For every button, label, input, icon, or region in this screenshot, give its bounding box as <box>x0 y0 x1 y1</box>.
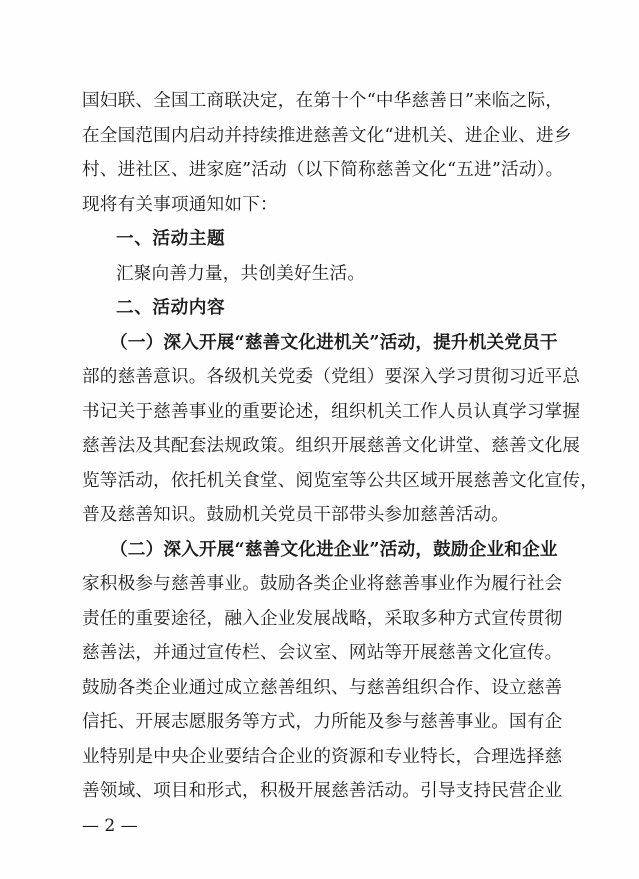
body-line: 善领域、项目和形式，积极开展慈善活动。引导支持民营企业 <box>82 781 563 801</box>
section-heading-theme: 一、活动主题 <box>116 229 226 249</box>
body-line: 鼓励各类企业通过成立慈善组织、与慈善组织合作、设立慈善 <box>82 678 563 698</box>
body-line: 现将有关事项通知如下： <box>82 195 278 215</box>
body-line: 汇聚向善力量，共创美好生活。 <box>116 264 366 284</box>
body-line: 家积极参与慈善事业。鼓励各类企业将慈善事业作为履行社会 <box>82 574 563 594</box>
subsection-heading-agencies: （一）深入开展“慈善文化进机关”活动，提升机关党员干 <box>110 332 558 353</box>
body-line: 国妇联、全国工商联决定，在第十个“中华慈善日”来临之际， <box>82 91 564 111</box>
body-line: 览等活动，依托机关食堂、阅览室等公共区域开展慈善文化宣传， <box>82 471 599 491</box>
body-line: 普及慈善知识。鼓励机关党员干部带头参加慈善活动。 <box>82 505 510 525</box>
section-heading-content: 二、活动内容 <box>116 298 226 318</box>
body-line: 在全国范围内启动并持续推进慈善文化“进机关、进企业、进乡 <box>82 126 572 146</box>
body-line: 业特别是中央企业要结合企业的资源和专业特长，合理选择慈 <box>82 747 563 767</box>
body-line: 慈善法及其配套法规政策。组织开展慈善文化讲堂、慈善文化展 <box>82 436 581 456</box>
body-line: 慈善法，并通过宣传栏、会议室、网站等开展慈善文化宣传。 <box>82 643 563 663</box>
body-line: 村、进社区、进家庭”活动（以下简称慈善文化“五进”活动）。 <box>82 160 564 180</box>
body-line: 部的慈善意识。各级机关党委（党组）要深入学习贯彻习近平总 <box>82 367 581 387</box>
page-number: — 2 — <box>82 816 138 836</box>
body-line: 责任的重要途径，融入企业发展战略，采取多种方式宣传贯彻 <box>82 609 563 629</box>
body-line: 信托、开展志愿服务等方式，力所能及参与慈善事业。国有企 <box>82 712 563 732</box>
body-line: 书记关于慈善事业的重要论述，组织机关工作人员认真学习掌握 <box>82 402 581 422</box>
subsection-heading-enterprises: （二）深入开展“慈善文化进企业”活动，鼓励企业和企业 <box>110 539 558 560</box>
